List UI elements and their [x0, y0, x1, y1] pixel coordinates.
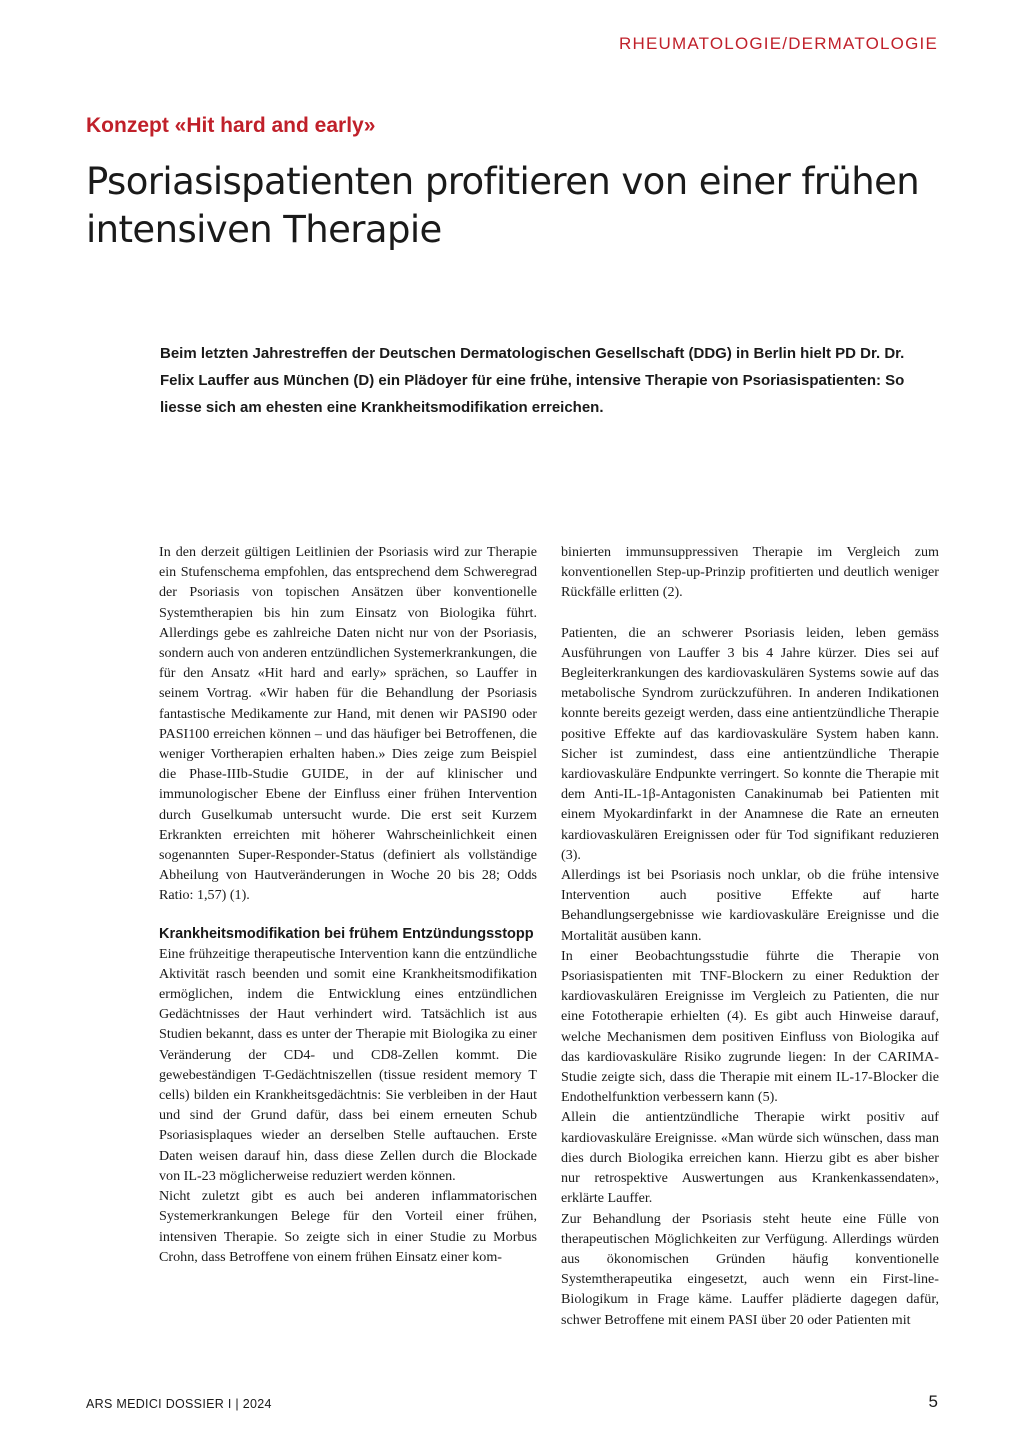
- page-number: 5: [928, 1392, 938, 1411]
- article-lead: Beim letzten Jahrestreffen der Deutschen Dermatologischen Gesellschaft (DDG) in Berlin hielt PD Dr. Dr. Felix Lauffer aus München (D) ein Plädoyer für eine frühe, intensive Therapie von Psoriasispatienten: So liesse sich am ehesten eine Krankheitsmodifikation erreichen.: [160, 345, 905, 416]
- paragraph: In einer Beobachtungsstudie führte die Therapie von Psoriasispatienten mit TNF-Blockern zu einer Reduktion der kardiovaskulären Ereignisse im Vergleich zu Patienten, die nur eine Fototherapie erhielten (4). Es gibt auch Hinweise darauf, welche Mechanismen dem positiven Einfluss von Biologika auf das kardiovaskuläre Risiko zugrunde liegen: In der CARIMA-Studie zeigte sich, dass die Therapie mit einem IL-17-Blocker die Endothelfunktion verbessern kann (5).: [561, 947, 939, 1106]
- paragraph: Allerdings ist bei Psoriasis noch unklar, ob die frühe intensive Intervention auch positive Effekte auf harte Behandlungsergebnisse wie kardiovaskuläre Ereignisse und die Mortalität ausüben kann.: [561, 867, 939, 944]
- paragraph: Patienten, die an schwerer Psoriasis leiden, leben gemäss Ausführungen von Lauffer 3 bis 4 Jahre kürzer. Dies sei auf Begleiterkrankungen des kardiovaskulären Systems sowie auf das metabolische Syndrom zurückzuführen. In anderen Indikationen konnte bereits gezeigt werden, dass eine antientzündliche Therapie positive Effekte auf das kardiovaskuläre System haben kann. Sicher ist zumindest, dass eine antientzündliche Therapie kardiovaskuläre Endpunkte verringert. So konnte die Therapie mit dem Anti-IL-1β-Antagonisten Canakinumab bei Patienten mit einem Myokardinfarkt in der Anamnese die Rate an erneuten kardiovaskulären Ereignissen oder für Tod signifikant reduzieren (3).: [561, 624, 939, 863]
- left-column: [159, 542, 537, 1267]
- section-label: RHEUMATOLOGIE/DERMATOLOGIE: [619, 34, 938, 53]
- paragraph: Nicht zuletzt gibt es auch bei anderen inflammatorischen Systemerkrankungen Belege für den Vorteil einer frühen, intensiven Therapie. So zeigte sich in einer Studie zu Morbus Crohn, dass Betroffene von einem frühen Einsatz einer kom-: [159, 1188, 537, 1265]
- right-column: [561, 542, 939, 1330]
- publication-footer: ARS MEDICI DOSSIER I | 2024: [86, 1397, 272, 1411]
- article-kicker: Konzept «Hit hard and early»: [86, 114, 376, 137]
- paragraph: Zur Behandlung der Psoriasis steht heute eine Fülle von therapeutischen Möglichkeiten zur Verfügung. Allerdings würden aus ökonomischen Gründen häufig konventionelle Systemtherapeutika eingesetzt, auch wenn ein First-line-Biologikum in Frage käme. Lauffer plädierte dagegen dafür, schwer Betroffene mit einem PASI über 20 oder Patienten mit: [561, 1210, 939, 1328]
- paragraph: In den derzeit gültigen Leitlinien der Psoriasis wird zur Therapie ein Stufenschema empfohlen, das entsprechend dem Schweregrad der Psoriasis von topischen Ansätzen über konventionelle Systemtherapien bis hin zum Einsatz von Biologika führt. Allerdings gebe es zahlreiche Daten nicht nur von der Psoriasis, sondern auch von anderen entzündlichen Systemerkrankungen, die für den Ansatz «Hit hard and early» sprächen, so Lauffer in seinem Vortrag. «Wir haben für die Behandlung der Psoriasis fantastische Medikamente zur Hand, mit denen wir PASI90 oder PASI100 erreichen können – und das häufiger bei Betroffenen, die weniger Vortherapien erhalten haben.» Dies zeige zum Beispiel die Phase-IIIb-Studie GUIDE, in der auf klinischer und immunologischer Ebene der Einfluss einer frühen Intervention durch Guselkumab untersucht wurde. Die erst seit Kurzem Erkrankten erreichten mit höherer Wahrscheinlichkeit einen sogenannten Super-Responder-Status (definiert als vollständige Abheilung von Hautveränderungen in Woche 20 bis 28; Odds Ratio: 1,57) (1).: [159, 544, 537, 904]
- paragraph: binierten immunsuppressiven Therapie im Vergleich zum konventionellen Step-up-Prinzip profitierten und deutlich weniger Rückfälle erlitten (2).: [561, 544, 939, 601]
- paragraph: Eine frühzeitige therapeutische Intervention kann die entzündliche Aktivität rasch beenden und somit eine Krankheitsmodifikation ermöglichen, indem die Entwicklung eines entzündlichen Gedächtnisses der Haut verhindert wird. Tatsächlich ist aus Studien bekannt, dass es unter der Therapie mit Biologika zu einer Veränderung der CD4- und CD8-Zellen kommt. Die gewebeständigen T-Gedächtniszellen (tissue resident memory T cells) bilden ein Krankheitsgedächtnis: Sie verbleiben in der Haut und sind der Grund dafür, dass bei einem erneuten Schub Psoriasisplaques wieder an derselben Stelle auftauchen. Erste Daten weisen darauf hin, dass diese Zellen durch die Blockade von IL-23 möglicherweise reduziert werden können.: [159, 945, 537, 1184]
- paragraph: Allein die antientzündliche Therapie wirkt positiv auf kardiovaskuläre Ereignisse. «Man würde sich wünschen, dass man dies durch Biologika erreichen kann. Hierzu gibt es aber bisher nur retrospektive Auswertungen aus Krankenkassendaten», erklärte Lauffer.: [561, 1109, 939, 1207]
- article-title: Psoriasispatienten profitieren von einer frühen intensiven Therapie: [86, 160, 920, 251]
- section-subheading: Krankheitsmodifikation bei frühem Entzündungsstopp: [159, 925, 534, 942]
